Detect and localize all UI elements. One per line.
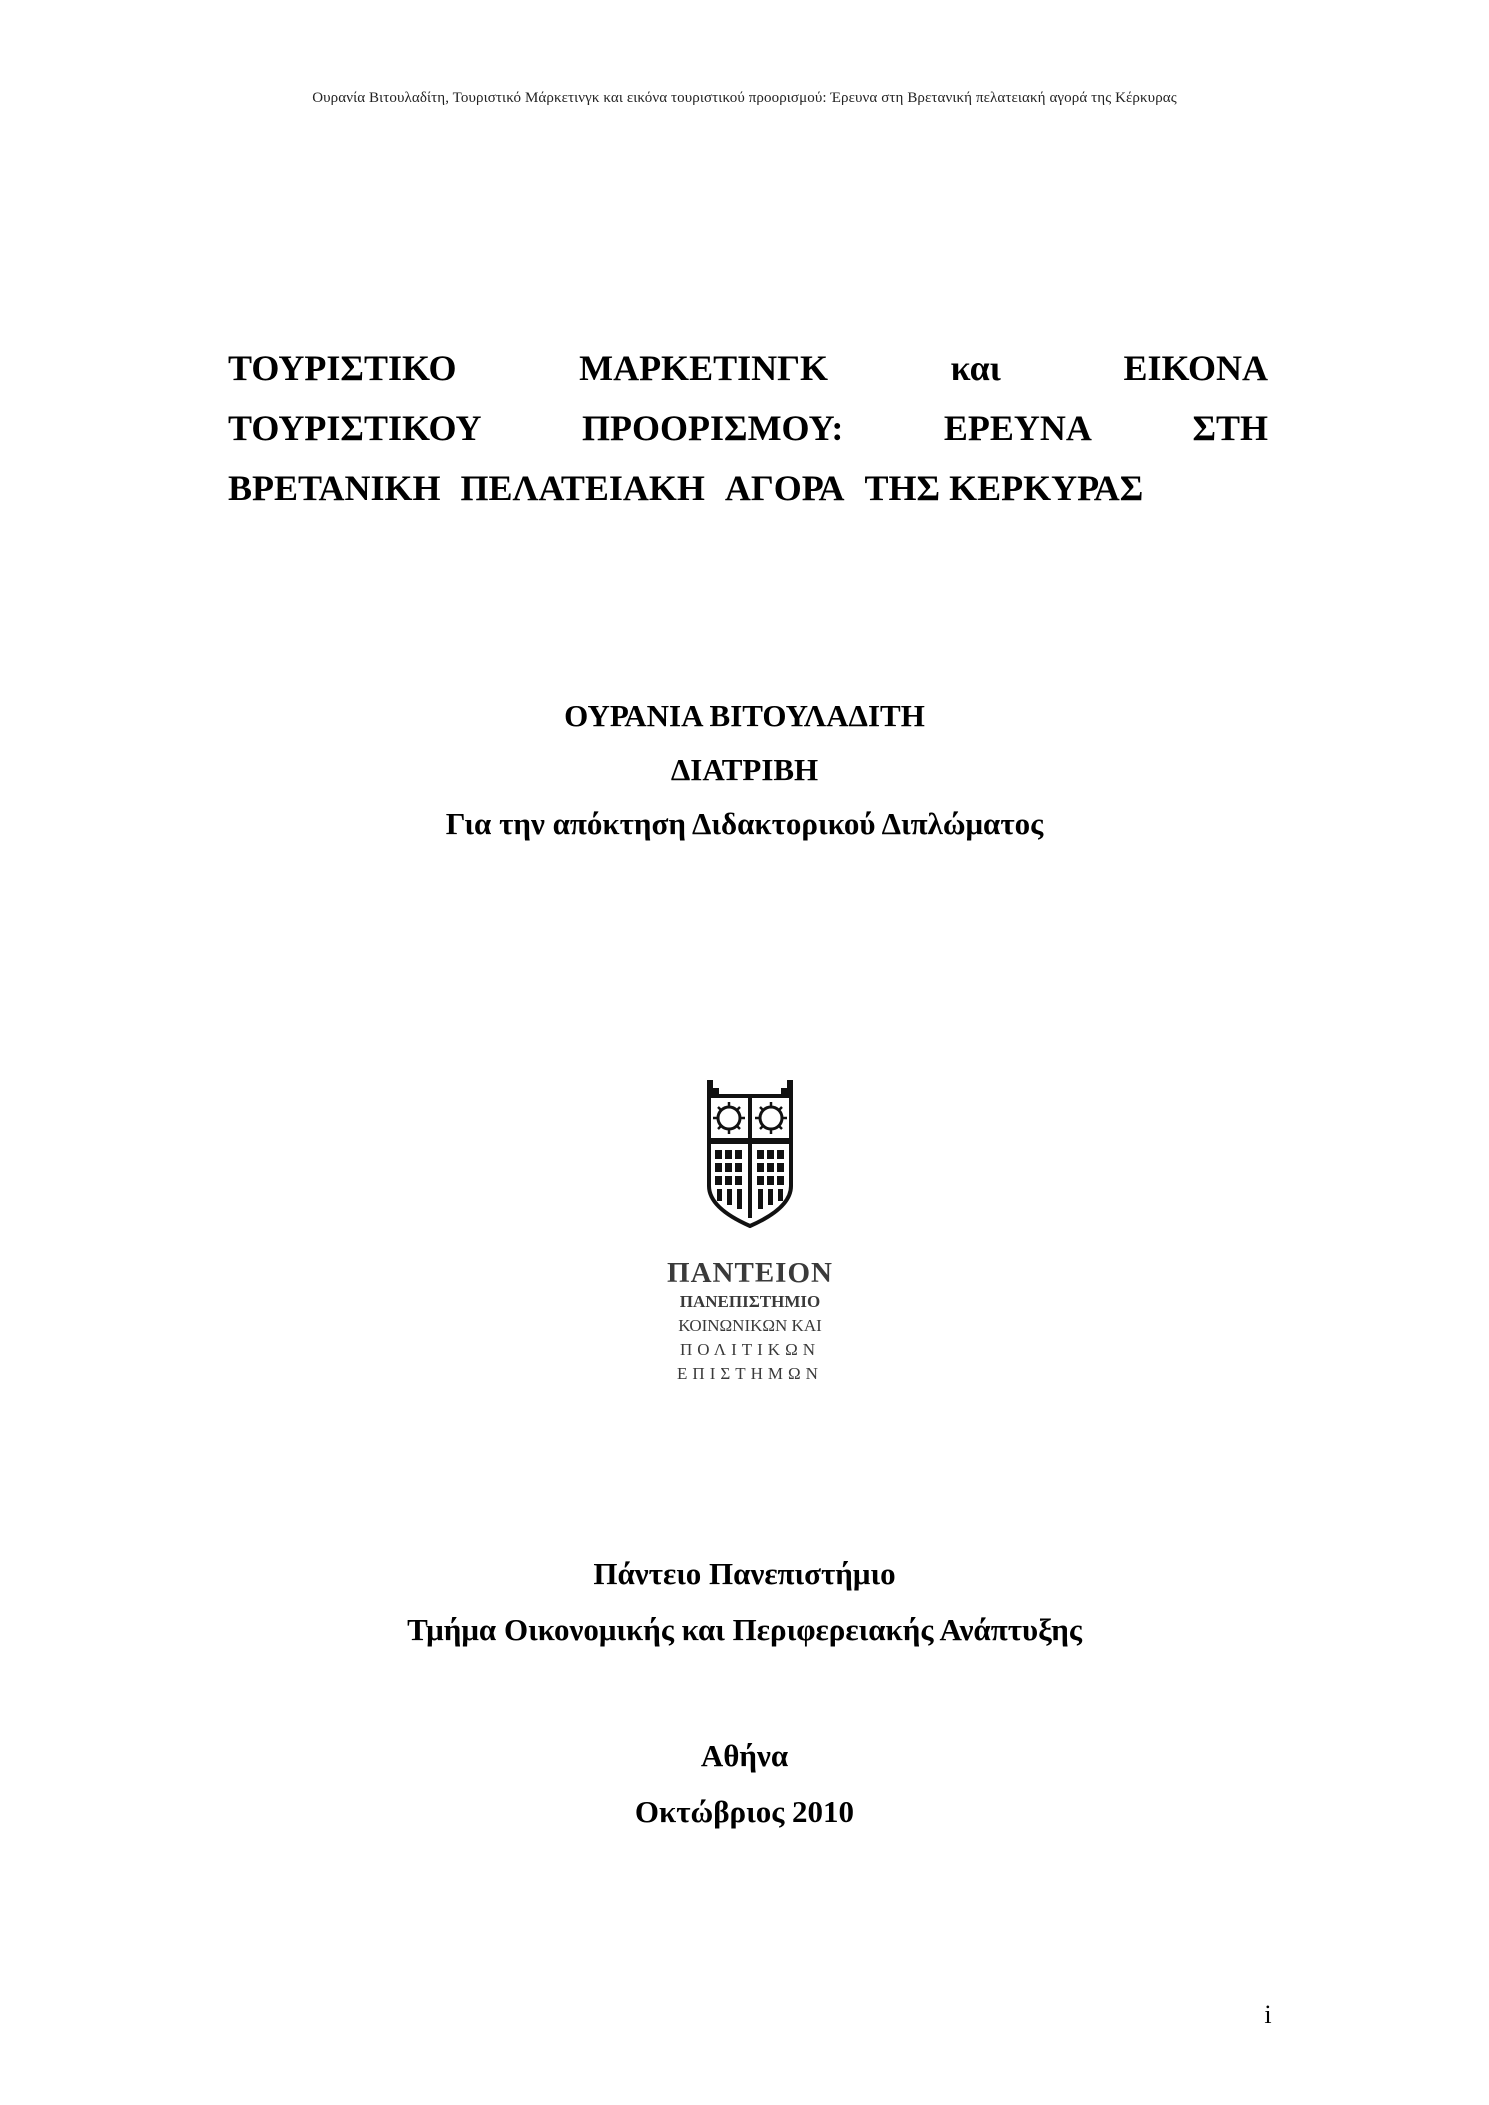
author-name: ΟΥΡΑΝΙΑ ΒΙΤΟΥΛΑΔΙΤΗ <box>564 698 925 733</box>
title-word: ΕΡΕΥΝΑ <box>943 408 1092 448</box>
department-name: Τμήμα Οικονομικής και Περιφερειακής Ανάπτυξης <box>407 1612 1082 1647</box>
logo-line: ΠΑΝΤΕΙΟΝ <box>667 1257 833 1289</box>
title-word: ΤΟΥΡΙΣΤΙΚΟΥ <box>228 408 482 448</box>
thesis-title <box>228 350 1268 530</box>
author-block <box>0 700 1489 862</box>
place-date-block <box>0 1740 1489 1852</box>
title-word: και <box>950 348 1001 388</box>
running-header: Ουρανία Βιτουλαδίτη, Τουριστικό Μάρκετινγκ και εικόνα τουριστικού προορισμού: Έρευνα στη Βρετανική πελατειακή αγορά της Κέρκυρας <box>312 90 1177 106</box>
institution-block <box>0 1558 1489 1670</box>
title-word: ΣΤΗ <box>1192 408 1268 448</box>
logo-line: ΠΑΝΕΠΙΣΤΗΜΙΟ <box>679 1292 821 1311</box>
title-line-3 <box>228 470 1268 530</box>
title-word: ΤΟΥΡΙΣΤΙΚΟ <box>228 348 457 388</box>
date: Οκτώβριος 2010 <box>634 1794 855 1829</box>
document-type: ΔΙΑΤΡΙΒΗ <box>670 752 819 787</box>
degree-purpose: Για την απόκτηση Διδακτορικού Διπλώματος <box>445 806 1044 841</box>
title-line-2 <box>228 410 1268 470</box>
title-line-1 <box>228 350 1268 410</box>
title-word: ΜΑΡΚΕΤΙΝΓΚ <box>579 348 828 388</box>
university-logo <box>640 1078 860 1388</box>
university-crest-icon <box>705 1078 795 1230</box>
logo-line: ΠΟΛΙΤΙΚΩΝ <box>680 1340 820 1359</box>
title-word: ΑΓΟΡΑ <box>724 468 845 508</box>
city: Αθήνα <box>700 1738 789 1773</box>
page-number: i <box>1264 2000 1272 2029</box>
title-word: ΕΙΚΟΝΑ <box>1123 348 1268 388</box>
title-word: ΠΕΛΑΤΕΙΑΚΗ <box>460 468 705 508</box>
title-word: ΤΗΣ ΚΕΡΚΥΡΑΣ <box>864 468 1144 508</box>
logo-line: ΕΠΙΣΤΗΜΩΝ <box>677 1364 823 1383</box>
university-name: Πάντειο Πανεπιστήμιο <box>593 1556 896 1591</box>
logo-line: ΚΟΙΝΩΝΙΚΩΝ ΚΑΙ <box>678 1316 822 1335</box>
title-word: ΒΡΕΤΑΝΙΚΗ <box>228 468 441 508</box>
logo-wordmark <box>640 1256 860 1386</box>
title-word: ΠΡΟΟΡΙΣΜΟΥ: <box>582 408 844 448</box>
